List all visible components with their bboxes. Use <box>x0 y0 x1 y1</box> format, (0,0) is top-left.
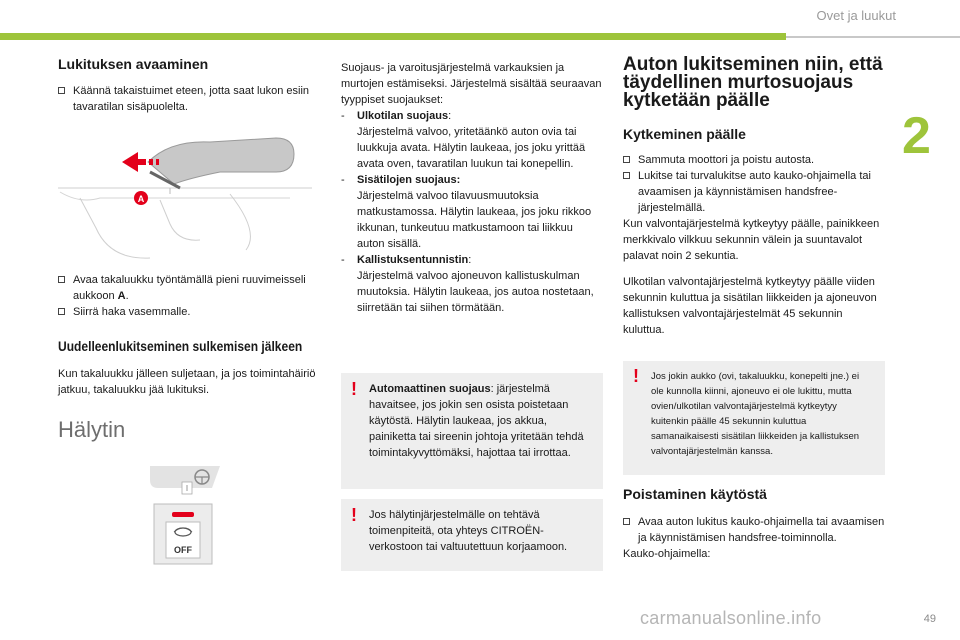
step-text: Sammuta moottori ja poistu autosta. <box>638 154 815 166</box>
list-item <box>58 272 320 304</box>
alarm-button-illustration <box>150 458 230 568</box>
header-section-title: Ovet ja luukut <box>816 8 896 23</box>
notice-text: : järjestelmä havaitsee, jos jokin sen osista poistetaan käytöstä. Hälytin laukeaa, jos akkua, painiketta tai sireenin johtoja yritetään tehdä toimintakyvyttömäksi, hajottaa tai irrottaa. <box>369 383 584 459</box>
header-rule-accent <box>0 33 786 40</box>
notice-text: Jos hälytinjärjestelmälle on tehtävä toimenpiteitä, ota yhteys CITROËN-verkostoon tai valtuutettuun korjaamoon. <box>369 509 568 553</box>
checkbox-bullet-icon <box>58 276 65 283</box>
step-open-end: . <box>125 290 129 302</box>
item-text: Järjestelmä valvoo tilavuusmuutoksia matkustamossa. Hälytin laukeaa, jos joku rikkoo ikkunan, tunkeutuu matkustamoon tai liikkuu auton sisällä. <box>357 190 592 250</box>
heading-alarm: Hälytin <box>58 417 126 442</box>
item-text: Järjestelmä valvoo, yritetäänkö auton ovia tai luukkuja avata. Hälytin laukeaa, jos joku yrittää avata oven, tavaratilan luukun tai konepellin. <box>357 126 586 170</box>
unlock-step-text: Käännä takaistuimet eteen, jotta saat lukon esiin tavaratilan sisäpuolelta. <box>73 85 310 113</box>
column-3-deactivation <box>623 486 885 562</box>
step-open-ref: A <box>117 290 126 302</box>
column-2 <box>341 60 603 316</box>
alarm-off-icon <box>154 504 212 564</box>
column-3 <box>623 56 885 338</box>
header-rule <box>0 30 960 40</box>
activation-paragraph-1: Kun valvontajärjestelmä kytkeytyy päälle, painikkeen merkkivalo vilkkuu sekunnin välein ja suuntavalot palavat noin 2 sekuntia. <box>623 218 880 262</box>
notice-automatic-protection <box>341 373 603 489</box>
relock-text: Kun takaluukku jälleen suljetaan, ja jos toimintahäiriö jatkuu, takaluukku jää lukituksi. <box>58 368 316 396</box>
warning-exclamation-icon: ! <box>351 379 357 399</box>
header-rule-line <box>786 36 960 38</box>
heading-deactivation: Poistaminen käytöstä <box>623 486 767 502</box>
notice-service <box>341 499 603 571</box>
notice-open-door <box>623 361 885 475</box>
step-open-text: Avaa takaluukku työntämällä pieni ruuvimeisseli aukkoon <box>73 274 306 302</box>
checkbox-bullet-icon <box>623 156 630 163</box>
notice-text: Jos jokin aukko (ovi, takaluukku, konepelti jne.) ei ole kunnolla kiinni, ajoneuvo ei ole lukittu, mutta ovien/ulkotilan valvontajärjestelmä kytkeytyy kuitenkin päälle 45 sekunnin kuluttua samanaikaisesti sisätilan liikkeiden ja kallistuksen valvontajärjestelmän kanssa. <box>651 371 860 457</box>
alarm-intro: Suojaus- ja varoitusjärjestelmä varkauksien ja murtojen estämiseksi. Järjestelmä sisältää seuraavan tyyppiset suojaukset: <box>341 62 602 106</box>
list-item <box>58 83 320 115</box>
list-item: - Ulkotilan suojaus: Järjestelmä valvoo, yritetäänkö auton ovia tai luukkuja avata. Hälytin laukeaa, jos joku yrittää avata oven, tavaratilan luukun tai konepellin. <box>341 108 603 172</box>
remote-label: Kauko-ohjaimella: <box>623 548 711 560</box>
activation-paragraph-2: Ulkotilan valvontajärjestelmä kytkeytyy päälle viiden sekunnin kuluttua ja sisätilan liikkeiden ja ajoneuvon kallistuksen valvontajärjestelmät 45 sekunnin kuluttua. <box>623 276 877 336</box>
warning-exclamation-icon: ! <box>351 505 357 525</box>
step-slide-text: Siirrä haka vasemmalle. <box>73 306 191 318</box>
svg-text:A: A <box>137 194 145 204</box>
checkbox-bullet-icon <box>623 172 630 179</box>
checkbox-bullet-icon <box>623 518 630 525</box>
checkbox-bullet-icon <box>58 87 65 94</box>
step-text: Avaa auton lukitus kauko-ohjaimella tai avaamisen ja käynnistämisen handsfree-toiminnolla. <box>638 516 885 544</box>
item-title: Kallistuksentunnistin <box>357 254 469 266</box>
chapter-number: 2 <box>902 107 931 165</box>
warning-exclamation-icon: ! <box>633 366 639 386</box>
list-item <box>623 514 885 546</box>
list-item <box>58 304 320 320</box>
trunk-lock-illustration <box>50 132 320 262</box>
item-text: Järjestelmä valvoo ajoneuvon kallistuskulman muutoksia. Hälytin laukeaa, jos autoa nostetaan, siirretään tai siihen törmätään. <box>357 270 594 314</box>
section-title: Auton lukitseminen niin, että täydellinen murtosuojaus kytketään päälle <box>623 54 883 111</box>
heading-activation: Kytkeminen päälle <box>623 126 746 142</box>
checkbox-bullet-icon <box>58 308 65 315</box>
step-text: Lukitse tai turvalukitse auto kauko-ohjaimella tai avaamisen ja käynnistämisen handsfree-järjestelmällä. <box>638 170 871 214</box>
heading-unlocking: Lukituksen avaaminen <box>58 56 209 72</box>
column-1 <box>58 56 320 115</box>
page-number: 49 <box>923 613 936 625</box>
list-item: - Sisätilojen suojaus: Järjestelmä valvoo tilavuusmuutoksia matkustamossa. Hälytin laukeaa, jos joku rikkoo ikkunan, tunkeutuu matkustamoon tai liikkuu auton sisällä. <box>341 172 603 252</box>
column-1-steps <box>58 272 320 442</box>
watermark: carmanualsonline.info <box>640 608 822 628</box>
notice-bold: Automaattinen suojaus <box>369 383 491 395</box>
item-title: Ulkotilan suojaus <box>357 110 449 122</box>
item-title: Sisätilojen suojaus: <box>357 174 461 186</box>
list-item <box>623 152 885 168</box>
svg-text:OFF: OFF <box>174 545 192 555</box>
list-item: - Kallistuksentunnistin: Järjestelmä valvoo ajoneuvon kallistuskulman muutoksia. Hälytin laukeaa, jos autoa nostetaan, siirretään tai siihen törmätään. <box>341 252 603 316</box>
list-item <box>623 168 885 216</box>
heading-relock: Uudelleenlukitseminen sulkemisen jälkeen <box>58 338 303 354</box>
